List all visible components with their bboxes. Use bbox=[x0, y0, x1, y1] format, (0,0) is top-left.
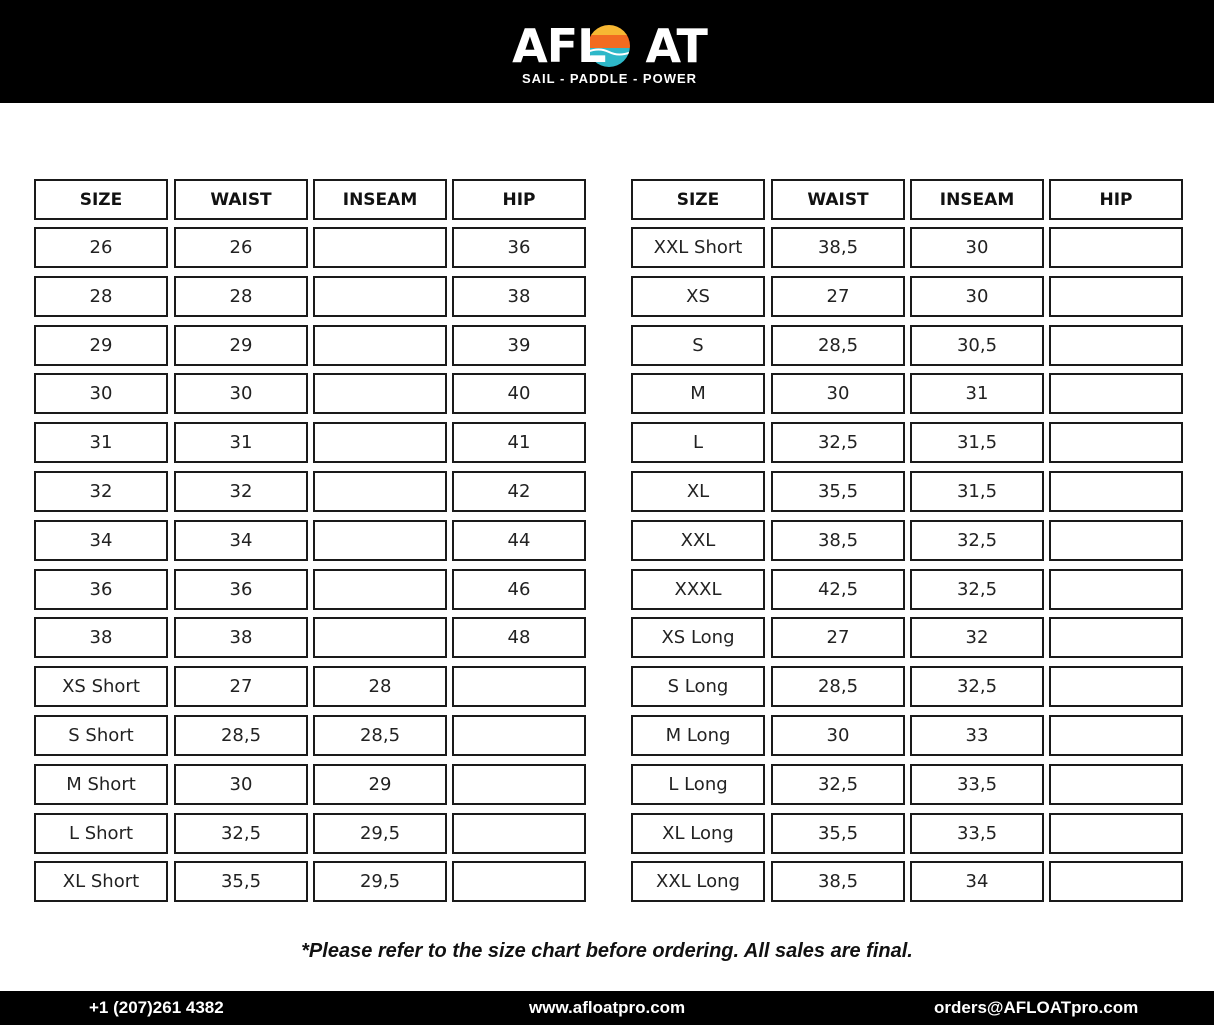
table-cell-waist: 31 bbox=[174, 422, 308, 463]
table-cell-inseam: 29,5 bbox=[313, 861, 447, 902]
phone-number: +1 (207)261 4382 bbox=[89, 998, 224, 1017]
table-cell-waist: 32,5 bbox=[174, 813, 308, 854]
table-cell-inseam: 28 bbox=[313, 666, 447, 707]
table-cell-inseam: 30,5 bbox=[910, 325, 1044, 366]
table-cell-waist: 26 bbox=[174, 227, 308, 268]
column-header-inseam: INSEAM bbox=[313, 179, 447, 220]
table-cell-hip bbox=[452, 764, 586, 805]
table-cell-inseam: 30 bbox=[910, 276, 1044, 317]
table-cell-waist: 34 bbox=[174, 520, 308, 561]
table-cell-inseam bbox=[313, 276, 447, 317]
table-cell-size: 28 bbox=[34, 276, 168, 317]
website-link[interactable]: www.afloatpro.com bbox=[529, 998, 686, 1017]
table-cell-size: XXXL bbox=[631, 569, 765, 610]
table-cell-inseam bbox=[313, 227, 447, 268]
table-cell-hip: 46 bbox=[452, 569, 586, 610]
table-cell-waist: 28,5 bbox=[174, 715, 308, 756]
table-cell-waist: 27 bbox=[771, 617, 905, 658]
column-header-size: SIZE bbox=[34, 179, 168, 220]
table-cell-hip bbox=[1049, 471, 1183, 512]
table-cell-waist: 36 bbox=[174, 569, 308, 610]
table-cell-waist: 28,5 bbox=[771, 325, 905, 366]
table-cell-waist: 35,5 bbox=[771, 813, 905, 854]
table-cell-hip bbox=[452, 861, 586, 902]
table-cell-hip bbox=[1049, 325, 1183, 366]
table-cell-size: XL Long bbox=[631, 813, 765, 854]
table-cell-size: 29 bbox=[34, 325, 168, 366]
table-cell-waist: 38,5 bbox=[771, 227, 905, 268]
column-header-waist: WAIST bbox=[174, 179, 308, 220]
table-cell-hip bbox=[452, 813, 586, 854]
table-cell-waist: 30 bbox=[174, 373, 308, 414]
column-header-hip: HIP bbox=[1049, 179, 1183, 220]
column-header-waist: WAIST bbox=[771, 179, 905, 220]
table-cell-inseam: 32,5 bbox=[910, 520, 1044, 561]
table-cell-size: S bbox=[631, 325, 765, 366]
table-cell-inseam: 32,5 bbox=[910, 666, 1044, 707]
table-cell-size: L Short bbox=[34, 813, 168, 854]
table-cell-waist: 38,5 bbox=[771, 520, 905, 561]
table-cell-waist: 32 bbox=[174, 471, 308, 512]
table-cell-waist: 35,5 bbox=[174, 861, 308, 902]
table-cell-hip: 44 bbox=[452, 520, 586, 561]
table-cell-hip: 48 bbox=[452, 617, 586, 658]
table-cell-inseam bbox=[313, 471, 447, 512]
table-cell-inseam: 32,5 bbox=[910, 569, 1044, 610]
table-cell-size: XL bbox=[631, 471, 765, 512]
table-cell-waist: 28 bbox=[174, 276, 308, 317]
table-cell-hip bbox=[452, 715, 586, 756]
email-link[interactable]: orders@AFLOATpro.com bbox=[934, 998, 1139, 1017]
table-cell-size: S Long bbox=[631, 666, 765, 707]
table-cell-waist: 28,5 bbox=[771, 666, 905, 707]
table-cell-hip: 41 bbox=[452, 422, 586, 463]
table-cell-inseam: 33,5 bbox=[910, 764, 1044, 805]
brand-right: AT bbox=[645, 19, 707, 73]
table-cell-size: XS Long bbox=[631, 617, 765, 658]
table-cell-hip bbox=[1049, 715, 1183, 756]
table-cell-size: XL Short bbox=[34, 861, 168, 902]
table-cell-waist: 30 bbox=[771, 715, 905, 756]
table-cell-waist: 32,5 bbox=[771, 764, 905, 805]
table-cell-hip bbox=[1049, 813, 1183, 854]
column-header-inseam: INSEAM bbox=[910, 179, 1044, 220]
table-cell-waist: 32,5 bbox=[771, 422, 905, 463]
table-cell-size: M bbox=[631, 373, 765, 414]
column-header-size: SIZE bbox=[631, 179, 765, 220]
table-cell-waist: 35,5 bbox=[771, 471, 905, 512]
table-cell-waist: 38 bbox=[174, 617, 308, 658]
table-cell-hip bbox=[1049, 764, 1183, 805]
table-cell-hip bbox=[1049, 276, 1183, 317]
table-cell-hip: 40 bbox=[452, 373, 586, 414]
footer-banner bbox=[0, 991, 1214, 1025]
table-cell-size: XXL bbox=[631, 520, 765, 561]
table-cell-inseam: 29,5 bbox=[313, 813, 447, 854]
table-cell-hip bbox=[1049, 569, 1183, 610]
table-cell-size: 34 bbox=[34, 520, 168, 561]
table-cell-size: XXL Long bbox=[631, 861, 765, 902]
table-cell-size: L bbox=[631, 422, 765, 463]
table-cell-waist: 38,5 bbox=[771, 861, 905, 902]
table-cell-size: 36 bbox=[34, 569, 168, 610]
table-cell-waist: 27 bbox=[174, 666, 308, 707]
table-cell-inseam bbox=[313, 325, 447, 366]
table-cell-size: L Long bbox=[631, 764, 765, 805]
table-cell-hip bbox=[1049, 617, 1183, 658]
table-cell-hip bbox=[1049, 520, 1183, 561]
table-cell-size: M Short bbox=[34, 764, 168, 805]
table-cell-hip bbox=[452, 666, 586, 707]
table-cell-inseam bbox=[313, 373, 447, 414]
ordering-note: *Please refer to the size chart before ordering. All sales are final. bbox=[301, 940, 913, 962]
table-cell-inseam: 32 bbox=[910, 617, 1044, 658]
table-cell-waist: 27 bbox=[771, 276, 905, 317]
table-cell-size: 38 bbox=[34, 617, 168, 658]
table-cell-inseam: 31,5 bbox=[910, 422, 1044, 463]
table-cell-hip bbox=[1049, 227, 1183, 268]
table-cell-size: 26 bbox=[34, 227, 168, 268]
afloat-logo bbox=[507, 16, 712, 90]
table-cell-inseam: 33,5 bbox=[910, 813, 1044, 854]
table-cell-size: XXL Short bbox=[631, 227, 765, 268]
table-cell-inseam: 30 bbox=[910, 227, 1044, 268]
table-cell-hip: 38 bbox=[452, 276, 586, 317]
column-header-hip: HIP bbox=[452, 179, 586, 220]
table-cell-waist: 30 bbox=[174, 764, 308, 805]
table-cell-size: XS Short bbox=[34, 666, 168, 707]
table-cell-size: 31 bbox=[34, 422, 168, 463]
brand-tagline: SAIL - PADDLE - POWER bbox=[521, 71, 698, 86]
brand-left: AFL bbox=[512, 19, 606, 73]
table-cell-size: XS bbox=[631, 276, 765, 317]
table-cell-size: 32 bbox=[34, 471, 168, 512]
table-cell-hip: 42 bbox=[452, 471, 586, 512]
table-cell-size: S Short bbox=[34, 715, 168, 756]
brand-wordmark bbox=[507, 19, 712, 73]
table-cell-inseam: 34 bbox=[910, 861, 1044, 902]
table-cell-inseam bbox=[313, 617, 447, 658]
table-cell-inseam: 31,5 bbox=[910, 471, 1044, 512]
table-cell-waist: 29 bbox=[174, 325, 308, 366]
table-cell-hip: 39 bbox=[452, 325, 586, 366]
table-cell-inseam: 29 bbox=[313, 764, 447, 805]
table-cell-inseam: 28,5 bbox=[313, 715, 447, 756]
table-cell-waist: 30 bbox=[771, 373, 905, 414]
table-cell-size: 30 bbox=[34, 373, 168, 414]
table-cell-hip: 36 bbox=[452, 227, 586, 268]
table-cell-inseam bbox=[313, 520, 447, 561]
table-cell-inseam: 31 bbox=[910, 373, 1044, 414]
table-cell-inseam: 33 bbox=[910, 715, 1044, 756]
table-cell-hip bbox=[1049, 666, 1183, 707]
table-cell-inseam bbox=[313, 422, 447, 463]
table-cell-hip bbox=[1049, 422, 1183, 463]
table-cell-size: M Long bbox=[631, 715, 765, 756]
table-cell-hip bbox=[1049, 861, 1183, 902]
table-cell-inseam bbox=[313, 569, 447, 610]
table-cell-hip bbox=[1049, 373, 1183, 414]
header-banner bbox=[0, 0, 1214, 103]
table-cell-waist: 42,5 bbox=[771, 569, 905, 610]
